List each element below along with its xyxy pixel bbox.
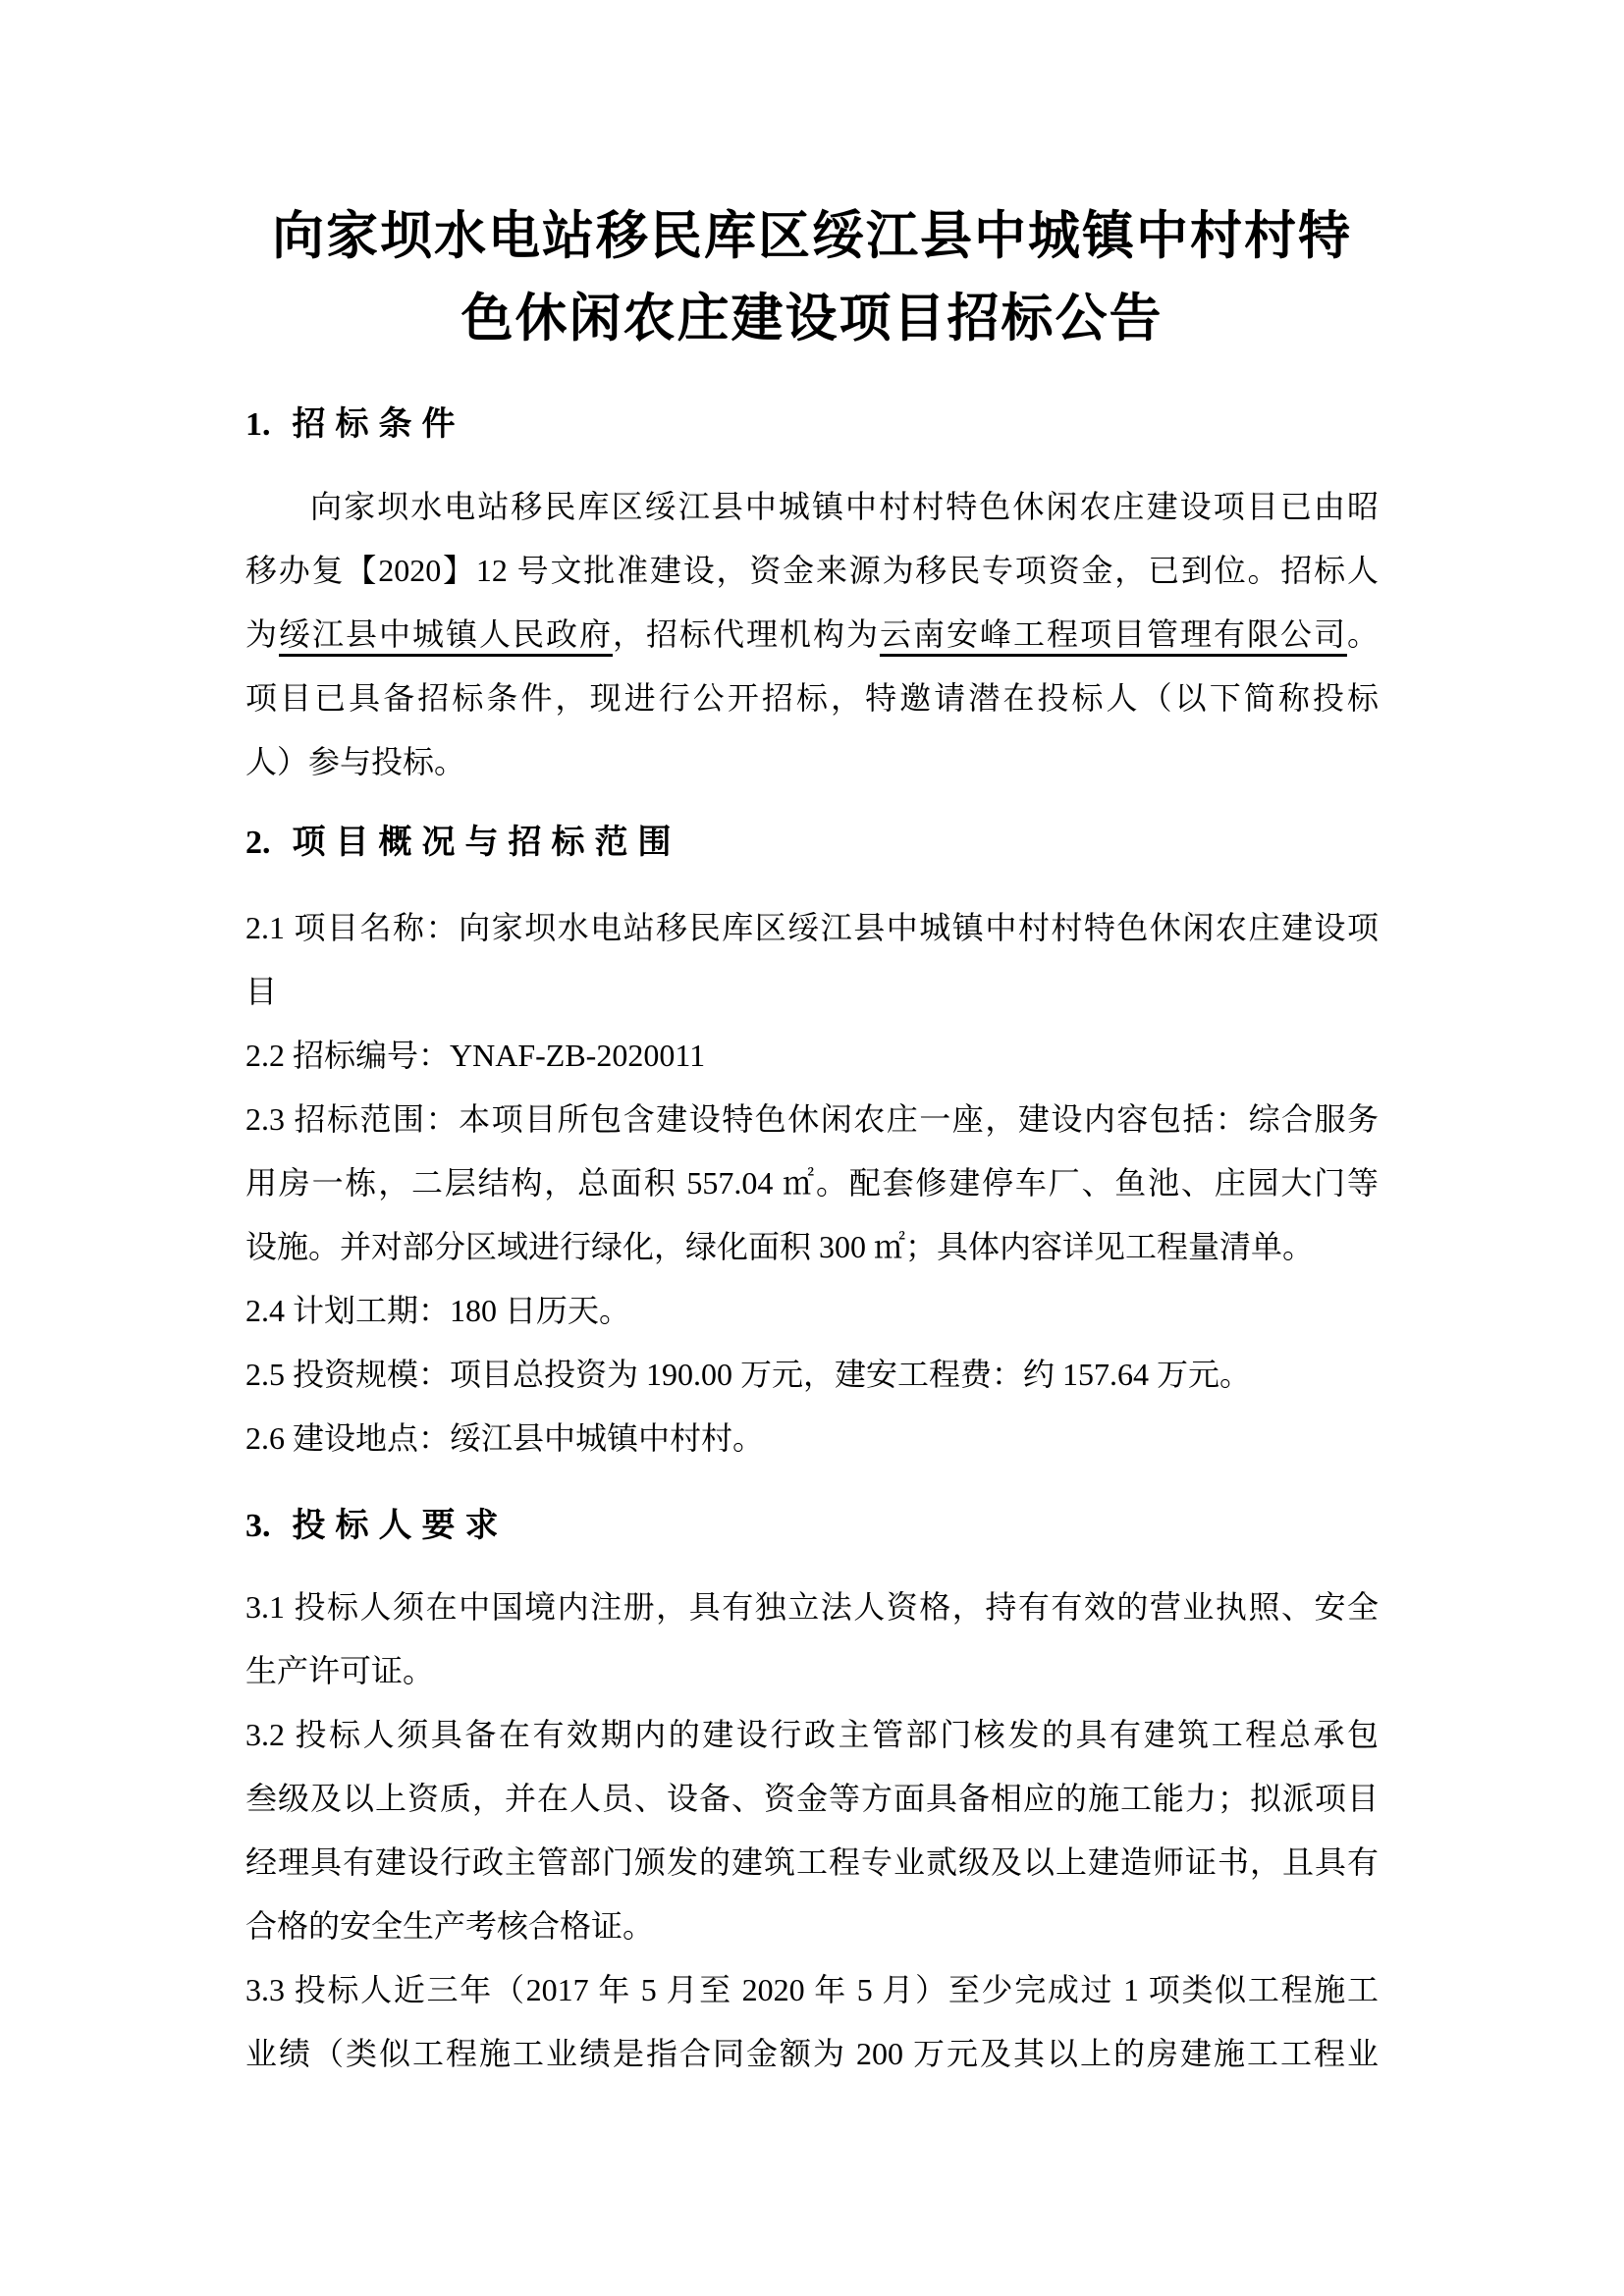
section-3-number: 3. (245, 1508, 271, 1544)
section-2-heading (245, 811, 1379, 875)
section-3-heading-text: 投标人要求 (292, 1508, 509, 1544)
document-content (245, 0, 1379, 2086)
section-1-number: 1. (245, 406, 271, 443)
text-line: 目 (245, 974, 278, 1009)
text-line: 移办复【2020】12 号文批准建设，资金来源为移民专项资金，已到位。招标人 (245, 553, 1379, 588)
text-line: 2.4 计划工期：180 日历天。 (245, 1293, 631, 1328)
section-2-heading-text: 项目概况与招标范围 (292, 825, 681, 861)
section-1-paragraph (245, 475, 1379, 794)
text-segment: 。 (1346, 616, 1379, 652)
tenderer-name-underlined: 绥江县中城镇人民政府 (279, 616, 613, 652)
section-2-number: 2. (245, 825, 271, 861)
text-line: 2.5 投资规模：项目总投资为 190.00 万元，建安工程费：约 157.64 万元。 (245, 1357, 1252, 1392)
text-line: 设施。并对部分区域进行绿化，绿化面积 300 ㎡；具体内容详见工程量清单。 (245, 1229, 1315, 1264)
agency-name-underlined: 云南安峰工程项目管理有限公司 (879, 616, 1347, 652)
text-line: 2.1 项目名称：向家坝水电站移民库区绥江县中城镇中村村特色休闲农庄建设项 (245, 910, 1379, 945)
text-line: 业绩（类似工程施工业绩是指合同金额为 200 万元及其以上的房建施工工程业 (245, 2036, 1379, 2071)
text-line: 人）参与投标。 (245, 744, 466, 779)
text-line: 项目已具备招标条件，现进行公开招标，特邀请潜在投标人（以下简称投标 (245, 680, 1379, 716)
section-1-heading-text: 招标条件 (292, 406, 465, 443)
text-line: 2.3 招标范围：本项目所包含建设特色休闲农庄一座，建设内容包括：综合服务 (245, 1101, 1379, 1137)
text-line: 合格的安全生产考核合格证。 (245, 1908, 655, 1944)
text-line (245, 603, 1379, 667)
section-3-body (245, 1575, 1379, 2086)
text-line: 生产许可证。 (245, 1653, 435, 1688)
section-1-heading (245, 393, 1379, 456)
document-title (245, 195, 1379, 360)
document-title-line-1: 向家坝水电站移民库区绥江县中城镇中村村特 (272, 208, 1352, 265)
section-3-heading (245, 1494, 1379, 1558)
text-line: 用房一栋，二层结构，总面积 557.04 ㎡。配套修建停车厂、鱼池、庄园大门等 (245, 1165, 1379, 1201)
section-2-body (245, 896, 1379, 1470)
text-segment: 为 (245, 616, 279, 652)
text-line: 经理具有建设行政主管部门颁发的建筑工程专业贰级及以上建造师证书，且具有 (245, 1844, 1379, 1880)
text-line: 叁级及以上资质，并在人员、设备、资金等方面具备相应的施工能力；拟派项目 (245, 1781, 1379, 1816)
text-line: 2.6 建设地点：绥江县中城镇中村村。 (245, 1420, 765, 1456)
text-line: 向家坝水电站移民库区绥江县中城镇中村村特色休闲农庄建设项目已由昭 (310, 489, 1379, 524)
text-line: 2.2 招标编号：YNAF-ZB-2020011 (245, 1038, 706, 1073)
text-line: 3.1 投标人须在中国境内注册，具有独立法人资格，持有有效的营业执照、安全 (245, 1589, 1379, 1625)
text-segment: ，招标代理机构为 (612, 616, 880, 652)
text-line: 3.2 投标人须具备在有效期内的建设行政主管部门核发的具有建筑工程总承包 (245, 1717, 1379, 1752)
text-line: 3.3 投标人近三年（2017 年 5 月至 2020 年 5 月）至少完成过 1 项类似工程施工 (245, 1972, 1379, 2007)
document-title-line-2: 色休闲农庄建设项目招标公告 (460, 291, 1164, 347)
